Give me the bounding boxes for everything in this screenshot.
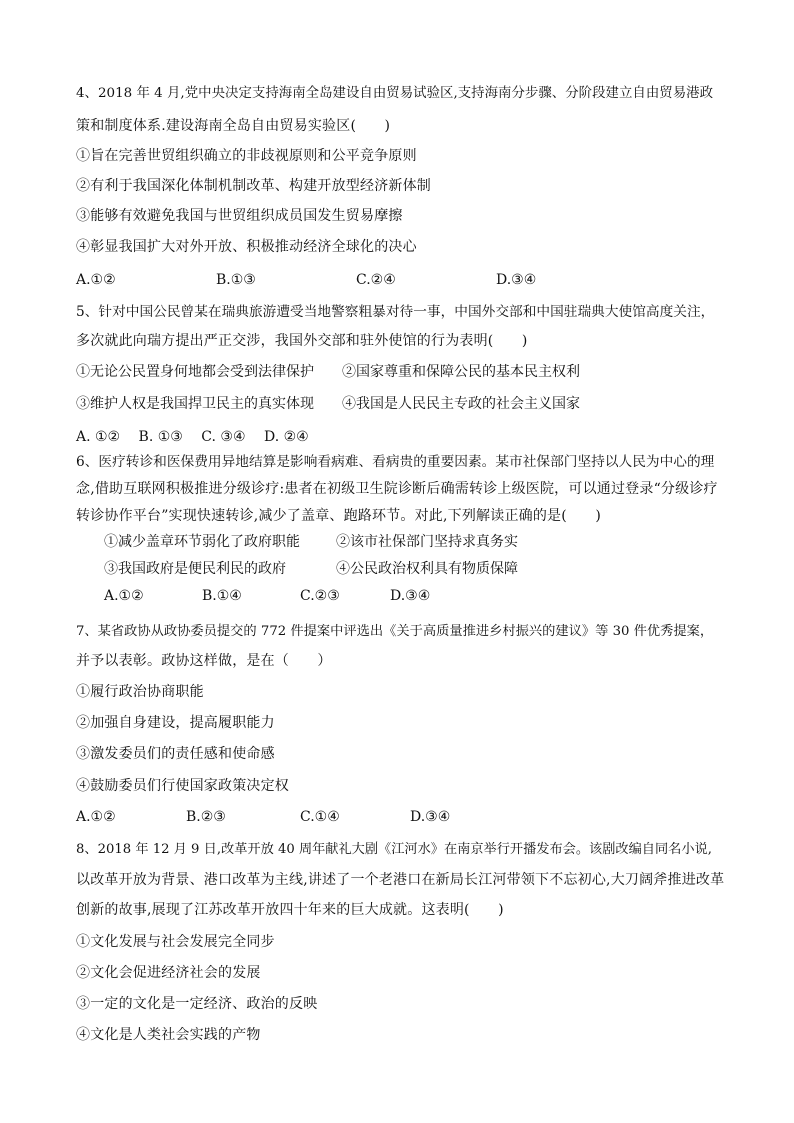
q5-item-4: ④我国是人民民主专政的社会主义国家 xyxy=(342,396,580,412)
q7-item-3: ③激发委员们的责任感和使命感 xyxy=(76,746,275,762)
q5-stem-line-1: 5、针对中国公民曾某在瑞典旅游遭受当地警察粗暴对待一事，中国外交部和中国驻瑞典大使馆高度关注， xyxy=(76,304,715,320)
q4-option-d[interactable]: D.③④ xyxy=(496,272,537,288)
q5-item-3: ③维护人权是我国捍卫民主的真实体现 xyxy=(76,396,314,412)
q7-option-c[interactable]: C.①④ xyxy=(300,809,340,825)
q6-stem-line-3: 转诊协作平台”实现快速转诊,减少了盖章、跑路环节。对此,下列解读正确的是( ) xyxy=(76,508,601,524)
q5-stem-line-2: 多次就此向瑞方提出严正交涉，我国外交部和驻外使馆的行为表明( ) xyxy=(76,333,528,349)
q6-option-a[interactable]: A.①② xyxy=(104,588,144,604)
q7-option-d[interactable]: D.③④ xyxy=(410,809,451,825)
q4-item-2: ②有利于我国深化体制机制改革、构建开放型经济新体制 xyxy=(76,178,431,194)
q6-item-4: ④公民政治权利具有物质保障 xyxy=(336,561,518,577)
q7-item-1: ①履行政治协商职能 xyxy=(76,684,204,700)
q8-stem-line-3: 创新的故事,展现了江苏改革开放四十年来的巨大成就。这表明( ) xyxy=(76,902,504,918)
q7-item-2: ②加强自身建设，提高履职能力 xyxy=(76,715,275,731)
q6-item-2: ②该市社保部门坚持求真务实 xyxy=(336,534,518,550)
q6-item-1: ①减少盖章环节弱化了政府职能 xyxy=(104,534,300,550)
q4-item-3: ③能够有效避免我国与世贸组织成员国发生贸易摩擦 xyxy=(76,208,403,224)
q4-item-4: ④彰显我国扩大对外开放、积极推动经济全球化的决心 xyxy=(76,239,417,255)
q6-option-d[interactable]: D.③④ xyxy=(390,588,431,604)
q8-item-4: ④文化是人类社会实践的产物 xyxy=(76,1027,261,1043)
q5-item-1: ①无论公民置身何地都会受到法律保护 xyxy=(76,364,314,380)
q6-option-b[interactable]: B.①④ xyxy=(202,588,242,604)
q7-stem-line-1: 7、某省政协从政协委员提交的 772 件提案中评选出《关于高质量推进乡村振兴的建议》等 30 件优秀提案， xyxy=(76,624,714,639)
q8-item-2: ②文化会促进经济社会的发展 xyxy=(76,965,261,981)
q8-item-1: ①文化发展与社会发展完全同步 xyxy=(76,934,275,950)
q6-stem-line-2: 念,借助互联网积极推进分级诊疗:患者在初级卫生院诊断后确需转诊上级医院，可以通过登录“分级诊疗 xyxy=(76,481,718,497)
q6-item-3: ③我国政府是便民利民的政府 xyxy=(104,561,286,577)
q7-option-b[interactable]: B.②③ xyxy=(186,809,226,825)
q4-option-c[interactable]: C.②④ xyxy=(356,272,396,288)
q4-option-b[interactable]: B.①③ xyxy=(216,272,256,288)
q8-stem-line-2: 以改革开放为背景、港口改革为主线,讲述了一个老港口在新局长江河带领下不忘初心,大刀阔斧推进改革 xyxy=(76,872,725,888)
q7-option-a[interactable]: A.①② xyxy=(76,809,116,825)
q6-option-c[interactable]: C.②③ xyxy=(300,588,340,604)
q4-stem-line-1: 4、2018 年 4 月,党中央决定支持海南全岛建设自由贸易试验区,支持海南分步骤、分阶段建立自由贸易港政 xyxy=(76,86,714,101)
q6-stem-line-1: 6、医疗转诊和医保费用异地结算是影响看病难、看病贵的重要因素。某市社保部门坚持以人民为中心的理 xyxy=(76,454,715,470)
q5-item-2: ②国家尊重和保障公民的基本民主权利 xyxy=(342,364,580,380)
q4-option-a[interactable]: A.①② xyxy=(76,272,116,288)
q4-stem-line-2: 策和制度体系.建设海南全岛自由贸易实验区( ) xyxy=(76,118,391,134)
q7-stem-line-2: 并予以表彰。政协这样做，是在（ ） xyxy=(76,653,332,669)
q8-item-3: ③一定的文化是一定经济、政治的反映 xyxy=(76,996,318,1012)
q4-item-1: ①旨在完善世贸组织确立的非歧视原则和公平竞争原则 xyxy=(76,148,417,164)
q8-stem-line-1: 8、2018 年 12 月 9 日,改革开放 40 周年献礼大剧《江河水》在南京举行开播发布会。该剧改编自同名小说, xyxy=(76,842,712,857)
q7-item-4: ④鼓励委员们行使国家政策决定权 xyxy=(76,778,289,794)
q5-options[interactable]: A. ①② B. ①③ C. ③④ D. ②④ xyxy=(76,429,309,445)
